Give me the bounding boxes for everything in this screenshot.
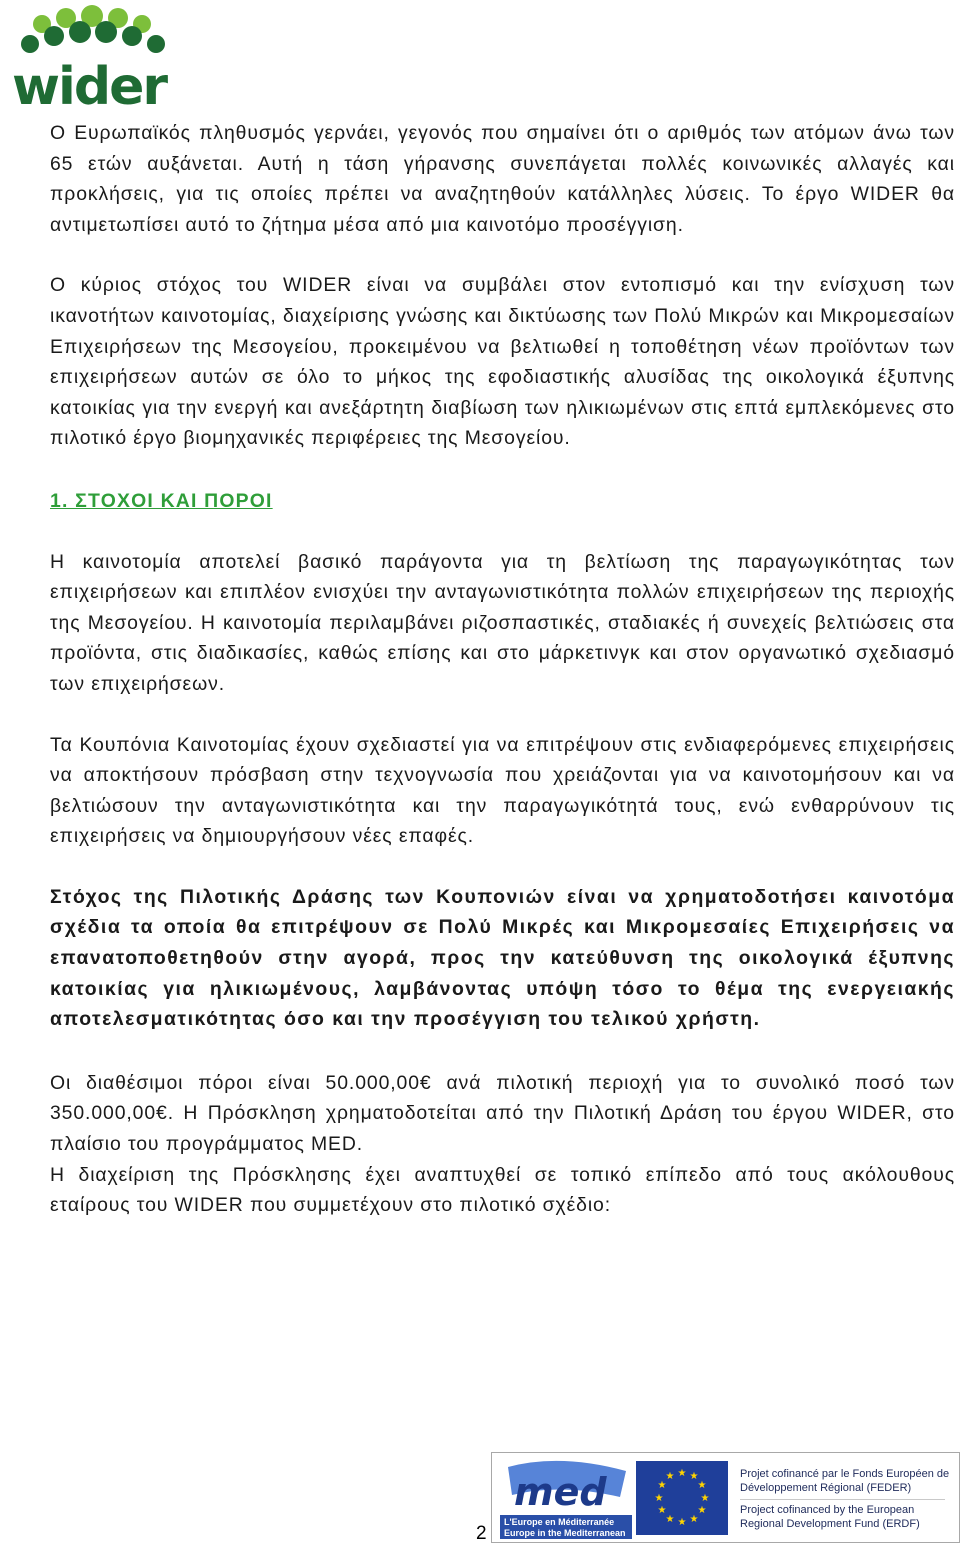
section-heading: 1. ΣΤΟΧΟΙ ΚΑΙ ΠΟΡΟΙ: [50, 489, 273, 512]
svg-text:★: ★: [677, 1468, 687, 1479]
paragraph-main-goal: Ο κύριος στόχος του WIDER είναι να συμβάλει στον εντοπισμό και την ενίσχυση των ικανοτήτων καινοτομίας, διαχείρισης γνώσης και δικτύωσης των Πολύ Μικρών και Μικρομεσαίων Επιχειρήσεων της Μεσογείου, προκειμένου να βελτιωθεί η τοποθέτηση νέων προϊόντων των επιχειρήσεων αυτών σε όλο το μήκος της εφοδιαστικής αλυσίδας της οικολογικά έξυπνης κατοικίας για την ενεργή και ανεξάρτητη διαβίωση των ηλικιωμένων στις επτά εμπλεκόμενες στο πιλοτικό έργο βιομηχανικές περιφέρειες της Μεσογείου.: [50, 274, 955, 450]
divider: [740, 1499, 945, 1500]
svg-text:★: ★: [689, 1514, 699, 1525]
paragraph-innovation: Η καινοτομία αποτελεί βασικό παράγοντα για τη βελτίωση της παραγωγικότητας των επιχειρήσεων και επιπλέον ενισχύει την ανταγωνιστικότητα πολλών επιχειρήσεων της περιοχής της Μεσογείου. Η καινοτομία περιλαμβάνει ριζοσπαστικές, σταδιακές ή συνεχείς βελτιώσεις στα προϊόντα, στις διαδικασίες, καθώς επίσης και στο μάρκετινγκ και στον οργανωτικό σχεδιασμό των επιχειρήσεων.: [50, 550, 955, 695]
logo-text: wider: [12, 57, 166, 108]
wider-logo: [6, 4, 178, 108]
page-number: 2: [476, 1523, 487, 1544]
svg-text:★: ★: [677, 1517, 687, 1528]
svg-text:★: ★: [657, 1480, 667, 1491]
document-body: [50, 118, 955, 1221]
med-programme-logo: [500, 1457, 632, 1539]
med-line-en: Europe in the Mediterranean: [504, 1528, 626, 1538]
svg-text:★: ★: [697, 1480, 707, 1491]
paragraph-management: Η διαχείριση της Πρόσκλησης έχει αναπτυχθεί σε τοπικό επίπεδο από τους ακόλουθους εταίρους του WIDER που συμμετέχουν στο πιλοτικό σχέδιο:: [50, 1163, 955, 1217]
funding-text-french: Projet cofinancé par le Fonds Européen de Développement Régional (FEDER): [740, 1468, 950, 1494]
funding-text-english: Project cofinanced by the European Regional Development Fund (ERDF): [740, 1504, 920, 1530]
paragraph-pilot-goal: Στόχος της Πιλοτικής Δράσης των Κουπονιών είναι να χρηματοδοτήσει καινοτόμα σχέδια τα οποία θα επιτρέψουν σε Πολύ Μικρές και Μικρομεσαίες Επιχειρήσεις να επανατοποθετηθούν στην αγορά, προς την κατεύθυνση της οικολογικά έξυπνης κατοικίας για ηλικιωμένους, λαμβάνοντας υπόψη τόσο το θέμα της ενεργειακής αποτελεσματικότητας όσο και την προσέγγιση του τελικού χρήστη.: [50, 885, 955, 1031]
med-line-fr: L'Europe en Méditerranée: [504, 1517, 615, 1527]
svg-text:★: ★: [700, 1493, 710, 1504]
paragraph-resources: Οι διαθέσιμοι πόροι είναι 50.000,00€ ανά πιλοτική περιοχή για το συνολικό ποσό των 350.000,00€. Η Πρόσκληση χρηματοδοτείται από την Πιλοτική Δράση του έργου WIDER, στο πλαίσιο του προγράμματος MED.: [50, 1071, 955, 1156]
svg-text:★: ★: [665, 1514, 675, 1525]
paragraph-vouchers: Τα Κουπόνια Καινοτομίας έχουν σχεδιαστεί για να επιτρέψουν στις ενδιαφερόμενες επιχειρήσεις να αποκτήσουν πρόσβαση στην τεχνογνωσία που χρειάζονται για να καινοτομήσουν και να βελτιώσουν την ανταγωνιστικότητα και την παραγωγικότητά τους, ενώ ενθαρρύνουν τις επιχειρήσεις να δημιουργήσουν νέες επαφές.: [50, 733, 955, 848]
svg-text:★: ★: [665, 1471, 675, 1482]
svg-text:★: ★: [697, 1505, 707, 1516]
svg-text:★: ★: [654, 1493, 664, 1504]
funding-banner: [491, 1452, 960, 1543]
paragraph-intro: Ο Ευρωπαϊκός πληθυσμός γερνάει, γεγονός που σημαίνει ότι ο αριθμός των ατόμων άνω των 65 ετών αυξάνεται. Αυτή η τάση γήρανσης συνεπάγεται πολλές κοινωνικές αλλαγές και προκλήσεις, για τις οποίες πρέπει να αναζητηθούν κατάλληλες λύσεις. Το έργο WIDER θα αντιμετωπίσει αυτό το ζήτημα μέσα από μια καινοτόμο προσέγγιση.: [50, 122, 955, 236]
svg-text:★: ★: [689, 1471, 699, 1482]
svg-text:★: ★: [657, 1505, 667, 1516]
med-logo-text: med: [514, 1470, 607, 1514]
eu-flag-icon: [636, 1461, 728, 1535]
